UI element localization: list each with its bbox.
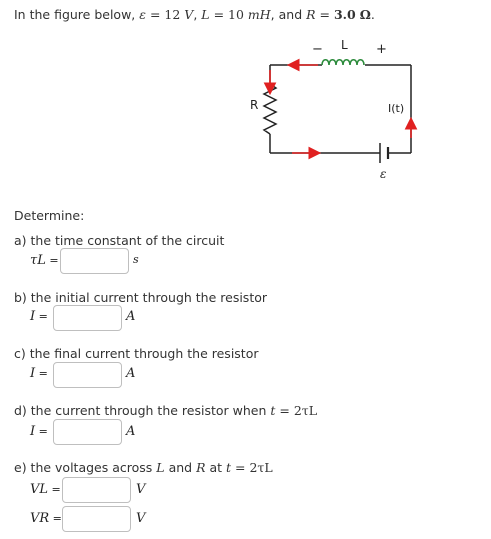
resistor-voltage-symbol: VR — [30, 511, 50, 526]
current-symbol: I — [30, 424, 36, 439]
conjunction: and — [164, 460, 197, 475]
resistor-voltage-input[interactable] — [62, 506, 131, 532]
emf-value: 12 — [164, 7, 181, 22]
separator: , and — [270, 7, 307, 22]
equals-sign: = — [49, 512, 62, 525]
inductance-value: 10 — [228, 7, 244, 22]
current-at-2tau-input[interactable] — [53, 419, 122, 445]
question-d — [14, 403, 317, 418]
at-word: at — [205, 460, 226, 475]
inductor-voltage-input[interactable] — [62, 477, 131, 503]
tau-symbol: τL — [30, 253, 46, 268]
answer-a-label — [30, 253, 59, 268]
rl-circuit-diagram — [0, 0, 491, 200]
equals-sign: = — [35, 310, 48, 323]
resistor-label: R — [250, 98, 259, 112]
resistor-symbol: R — [196, 460, 206, 475]
unit-amps: A — [126, 424, 136, 439]
equals-sign: = — [48, 483, 61, 496]
final-current-input[interactable] — [53, 362, 122, 388]
emf-label: ε — [380, 167, 387, 181]
current-symbol: I — [30, 366, 36, 381]
resistance-unit: Ω — [359, 7, 371, 22]
unit-volts: V — [136, 482, 146, 497]
determine-heading: Determine: — [14, 208, 85, 223]
time-condition: = 2τL — [231, 460, 273, 475]
unit-amps: A — [126, 366, 136, 381]
answer-e-L-label — [30, 482, 61, 497]
inductor-symbol: L — [156, 460, 165, 475]
question-d-text: d) the current through the resistor when — [14, 403, 267, 418]
answer-b-label — [30, 309, 48, 324]
eq-sign: = — [209, 7, 229, 22]
period: . — [370, 7, 375, 22]
answer-e-R-label — [30, 511, 62, 526]
question-e-text: e) the voltages across — [14, 460, 153, 475]
inductor-coil — [322, 60, 364, 65]
time-condition: = 2τL — [275, 403, 317, 418]
unit-amps: A — [126, 309, 136, 324]
inductor-label: L — [341, 38, 348, 52]
time-symbol: t — [226, 460, 232, 475]
inductance-unit: mH — [247, 7, 271, 22]
equals-sign: = — [35, 425, 48, 438]
answer-d-label — [30, 424, 48, 439]
inductor-voltage-symbol: VL — [30, 482, 49, 497]
time-constant-input[interactable] — [60, 248, 129, 274]
question-b: b) the initial current through the resistor — [14, 290, 268, 305]
resistance-symbol: R — [306, 7, 316, 22]
emf-symbol: ε — [139, 7, 146, 22]
emf-unit: V — [184, 7, 194, 22]
inductor-minus-sign: − — [312, 42, 323, 57]
equals-sign: = — [45, 254, 59, 267]
eq-sign: = — [315, 7, 334, 22]
initial-current-input[interactable] — [53, 305, 122, 331]
unit-seconds: s — [133, 253, 139, 266]
question-c: c) the final current through the resistor — [14, 346, 259, 361]
answer-c-label — [30, 366, 48, 381]
inductance-symbol: L — [201, 7, 210, 22]
current-symbol: I — [30, 309, 36, 324]
eq-sign: = — [145, 7, 165, 22]
inductor-plus-sign: + — [376, 42, 387, 57]
question-a: a) the time constant of the circuit — [14, 233, 225, 248]
resistance-value: 3.0 — [333, 7, 356, 22]
current-label: I(t) — [388, 102, 405, 115]
unit-volts: V — [136, 511, 146, 526]
intro-text: In the figure below, — [14, 7, 136, 22]
separator: , — [193, 7, 202, 22]
question-e — [14, 460, 273, 475]
time-symbol: t — [270, 403, 276, 418]
equals-sign: = — [35, 367, 48, 380]
